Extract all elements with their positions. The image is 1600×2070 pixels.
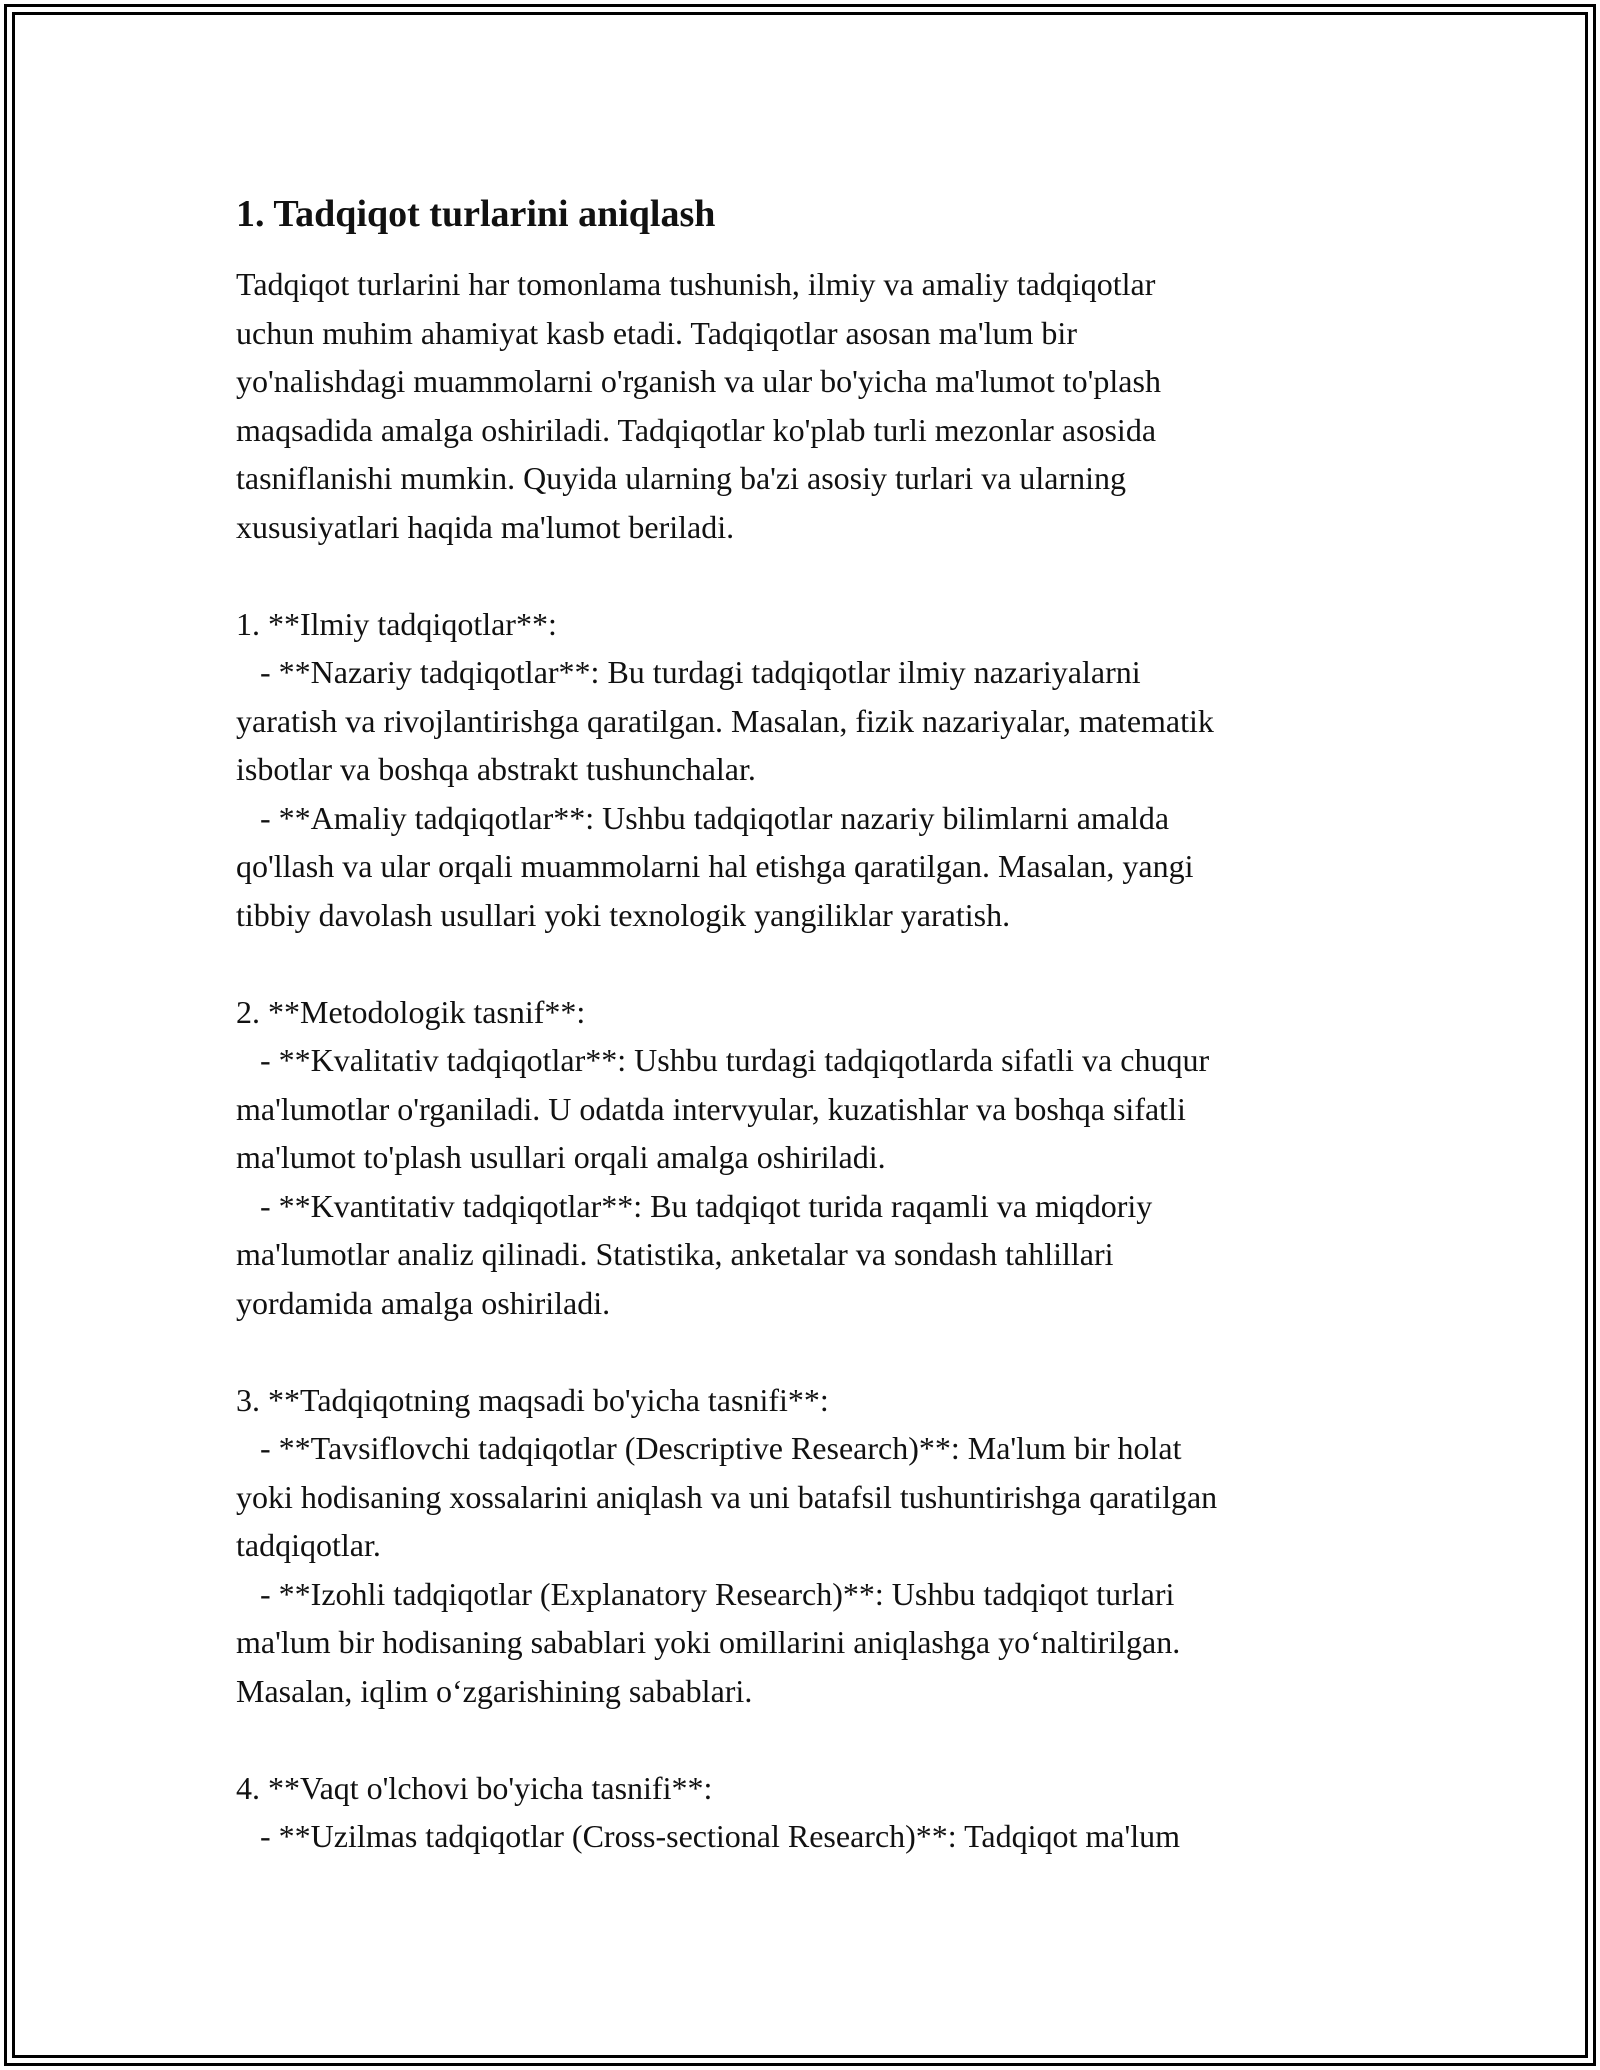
text-line: yo'nalishdagi muammolarni o'rganish va ular bo'yicha ma'lumot to'plash [236, 363, 1161, 399]
document-text [236, 260, 1376, 1861]
document-body [236, 188, 1376, 1861]
text-line: - **Nazariy tadqiqotlar**: Bu turdagi tadqiqotlar ilmiy nazariyalarni [236, 654, 1141, 690]
text-line: 2. **Metodologik tasnif**: [236, 993, 586, 1030]
text-line: yoki hodisaning xossalarini aniqlash va uni batafsil tushuntirishga qaratilgan [236, 1478, 1218, 1515]
text-line: ma'lumotlar analiz qilinadi. Statistika, anketalar va sondash tahlillari [236, 1236, 1114, 1272]
text-line: yordamida amalga oshiriladi. [236, 1284, 611, 1321]
text-line: 4. **Vaqt o'lchovi bo'yicha tasnifi**: [236, 1769, 713, 1806]
text-line: tibbiy davolash usullari yoki texnologik yangiliklar yaratish. [236, 896, 1011, 933]
blank-line [236, 939, 1376, 988]
text-line: 3. **Tadqiqotning maqsadi bo'yicha tasnifi**: [236, 1381, 829, 1418]
text-line: - **Tavsiflovchi tadqiqotlar (Descriptive Research)**: Ma'lum bir holat [236, 1430, 1182, 1466]
text-line: yaratish va rivojlantirishga qaratilgan. Masalan, fizik nazariyalar, matematik [236, 702, 1214, 739]
text-line: isbotlar va boshqa abstrakt tushunchalar. [236, 751, 756, 787]
blank-line [236, 1715, 1376, 1764]
text-line: 1. **Ilmiy tadqiqotlar**: [236, 605, 557, 642]
text-line: - **Kvalitativ tadqiqotlar**: Ushbu turdagi tadqiqotlarda sifatli va chuqur [236, 1042, 1210, 1078]
text-line: - **Uzilmas tadqiqotlar (Cross-sectional Research)**: Tadqiqot ma'lum [236, 1818, 1181, 1854]
text-line: uchun muhim ahamiyat kasb etadi. Tadqiqotlar asosan ma'lum bir [236, 314, 1077, 351]
text-line: maqsadida amalga oshiriladi. Tadqiqotlar ko'plab turli mezonlar asosida [236, 411, 1157, 448]
text-line: ma'lumot to'plash usullari orqali amalga oshiriladi. [236, 1139, 886, 1175]
blank-line [236, 1327, 1376, 1376]
text-line: - **Izohli tadqiqotlar (Explanatory Research)**: Ushbu tadqiqot turlari [236, 1575, 1175, 1612]
text-line: Tadqiqot turlarini har tomonlama tushunish, ilmiy va amaliy tadqiqotlar [236, 266, 1156, 302]
blank-line [236, 551, 1376, 600]
text-line: ma'lum bir hodisaning sabablari yoki omillarini aniqlashga yo‘naltirilgan. [236, 1624, 1181, 1660]
text-line: xususiyatlari haqida ma'lumot beriladi. [236, 508, 735, 545]
page-title: 1. Tadqiqot turlarini aniqlash [236, 193, 716, 235]
text-line: Masalan, iqlim o‘zgarishining sabablari. [236, 1672, 753, 1709]
text-line: - **Amaliy tadqiqotlar**: Ushbu tadqiqotlar nazariy bilimlarni amalda [236, 799, 1170, 836]
text-line: tadqiqotlar. [236, 1527, 381, 1563]
text-line: - **Kvantitativ tadqiqotlar**: Bu tadqiqot turida raqamli va miqdoriy [236, 1187, 1153, 1224]
text-line: tasniflanishi mumkin. Quyida ularning ba'zi asosiy turlari va ularning [236, 460, 1127, 496]
text-line: qo'llash va ular orqali muammolarni hal etishga qaratilgan. Masalan, yangi [236, 848, 1194, 884]
text-line: ma'lumotlar o'rganiladi. U odatda intervyular, kuzatishlar va boshqa sifatli [236, 1090, 1186, 1127]
